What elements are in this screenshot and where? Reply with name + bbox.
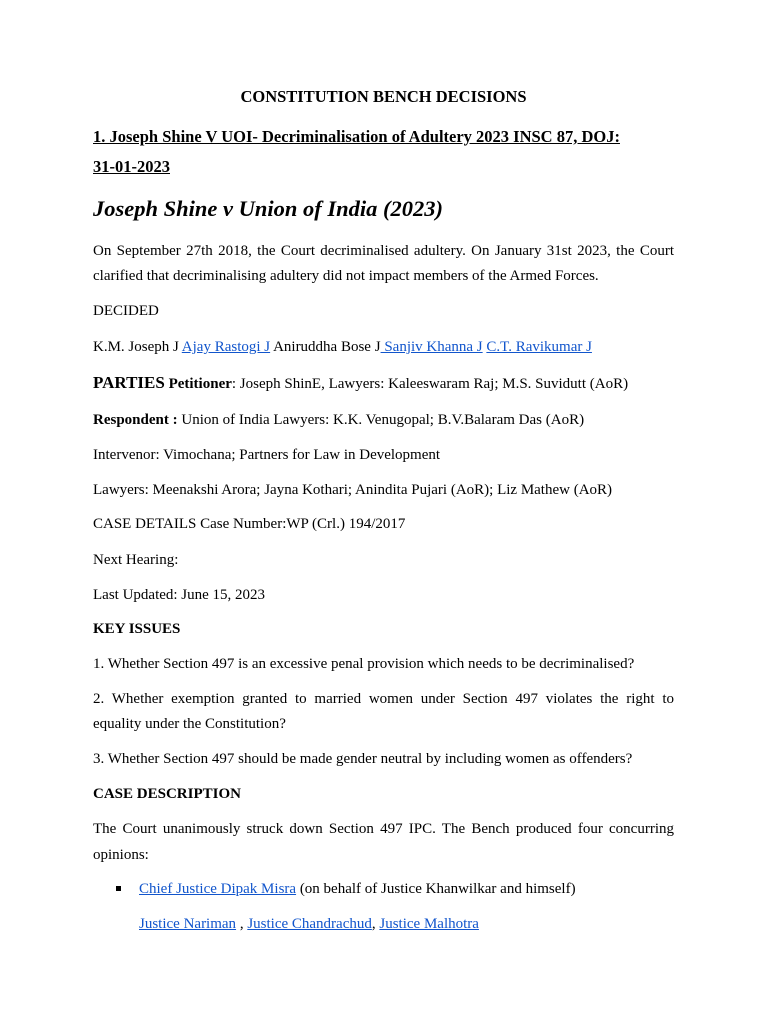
intervenor-line: Intervenor: Vimochana; Partners for Law in Development — [93, 447, 441, 463]
justice-nariman-link[interactable]: Justice Nariman — [139, 916, 237, 932]
respondent-label: Respondent : — [93, 412, 178, 428]
issue-3: 3. Whether Section 497 should be made gender neutral by including women as offenders? — [93, 751, 633, 767]
respondent-text: Union of India Lawyers: K.K. Venugopal; B.V.Balaram Das (AoR) — [177, 412, 585, 428]
next-hearing-line: Next Hearing: — [93, 552, 179, 568]
case-title: Joseph Shine v Union of India (2023) — [93, 196, 444, 221]
document-title: CONSTITUTION BENCH DECISIONS — [240, 87, 527, 106]
intro-line-1: On September 27th 2018, the Court decriminalised adultery. On January 31st 2023, the Court — [93, 243, 674, 259]
case-heading-line-2: 31-01-2023 — [93, 157, 170, 176]
petitioner-label: Petitioner — [168, 376, 232, 392]
case-details-line: CASE DETAILS Case Number:WP (Crl.) 194/2017 — [93, 516, 406, 532]
last-updated-line: Last Updated: June 15, 2023 — [93, 587, 266, 603]
decided-label: DECIDED — [93, 303, 159, 319]
case-heading-line-1: 1. Joseph Shine V UOI- Decriminalisation of Adultery 2023 INSC 87, DOJ: — [93, 127, 620, 146]
parties-label: PARTIES — [93, 373, 165, 392]
judge-aniruddha-bose: Aniruddha Bose J — [273, 339, 381, 355]
judge-ct-ravikumar-link[interactable]: C.T. Ravikumar J — [486, 339, 592, 355]
key-issues-heading: KEY ISSUES — [93, 621, 181, 637]
cji-opinion-note: (on behalf of Justice Khanwilkar and himself) — [296, 881, 576, 897]
respondent-line — [93, 410, 584, 430]
description-line-2: opinions: — [93, 847, 149, 863]
opinion-justices-line — [139, 914, 479, 934]
judge-ajay-rastogi-link[interactable]: Ajay Rastogi J — [181, 339, 271, 355]
bullet-icon — [116, 886, 121, 891]
separator: , — [371, 916, 380, 932]
judge-sanjiv-khanna-link[interactable]: Sanjiv Khanna J — [380, 339, 483, 355]
judge-km-joseph: K.M. Joseph J — [93, 339, 179, 355]
intro-line-2: clarified that decriminalising adultery did not impact members of the Armed Forces. — [93, 268, 599, 284]
cji-dipak-misra-link[interactable]: Chief Justice Dipak Misra — [139, 881, 297, 897]
opinion-cji-line — [139, 879, 576, 899]
judges-line — [93, 337, 592, 357]
petitioner-text: : Joseph ShinE, Lawyers: Kaleeswaram Raj; M.S. Suvidutt (AoR) — [231, 376, 629, 392]
description-line-1: The Court unanimously struck down Section 497 IPC. The Bench produced four concurring — [93, 821, 674, 837]
issue-2-line-2: equality under the Constitution? — [93, 716, 286, 732]
justice-chandrachud-link[interactable]: Justice Chandrachud — [247, 916, 372, 932]
issue-1: 1. Whether Section 497 is an excessive penal provision which needs to be decriminalised? — [93, 656, 635, 672]
justice-malhotra-link[interactable]: Justice Malhotra — [379, 916, 479, 932]
lawyers-line: Lawyers: Meenakshi Arora; Jayna Kothari; Anindita Pujari (AoR); Liz Mathew (AoR) — [93, 482, 613, 498]
parties-petitioner-line — [93, 373, 628, 394]
case-description-heading: CASE DESCRIPTION — [93, 786, 241, 802]
separator: , — [236, 916, 248, 932]
issue-2-line-1: 2. Whether exemption granted to married women under Section 497 violates the right to — [93, 691, 674, 707]
